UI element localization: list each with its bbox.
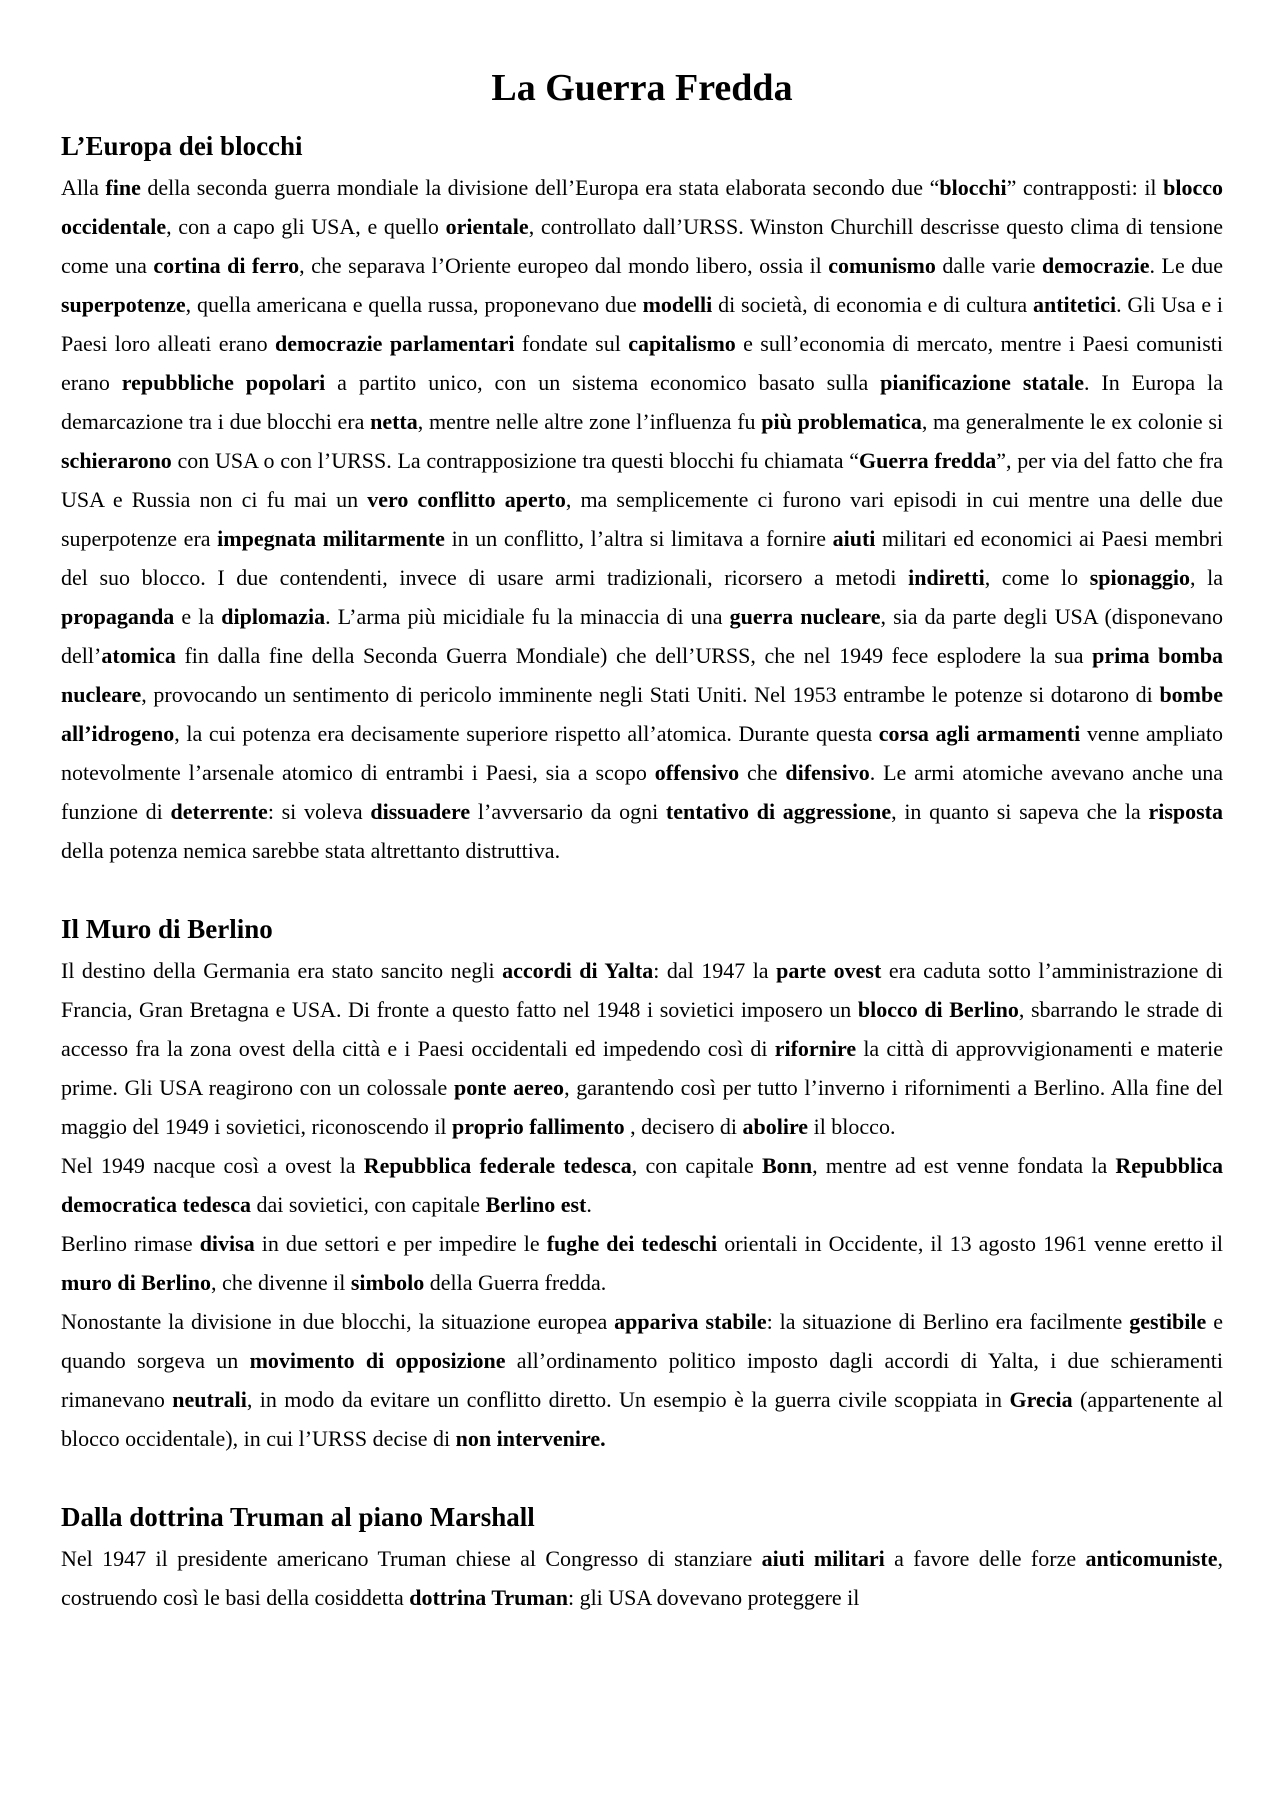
bold-term: fine [105, 175, 141, 200]
bold-term: cortina di ferro [153, 253, 300, 278]
text-run: dalle varie [935, 253, 1043, 278]
bold-term: blocco occidentale [61, 175, 1223, 239]
text-run: , decisero di [624, 1114, 743, 1139]
text-run: , ma semplicemente ci furono vari episodi in cui mentre una delle due superpotenze era [61, 487, 1223, 551]
bold-term: anticomuniste [1085, 1546, 1218, 1571]
bold-term: proprio fallimento [452, 1114, 625, 1139]
text-run: e quando sorgeva un [61, 1309, 1223, 1373]
bold-term: ponte aereo [453, 1075, 565, 1100]
text-run: a favore delle forze [884, 1546, 1086, 1571]
text-run: in due settori e per impedire le [254, 1231, 547, 1256]
text-run: la città di approvvigionamenti e materie prime. Gli USA reagirono con un colossale [61, 1036, 1223, 1100]
bold-term: Berlino est [485, 1192, 587, 1217]
section-heading: Il Muro di Berlino [61, 914, 273, 944]
bold-term: neutrali [172, 1387, 247, 1412]
text-run: , con capitale [631, 1153, 762, 1178]
bold-term: non intervenire. [455, 1426, 606, 1451]
text-run: orientali in Occidente, il 13 agosto 1961 venne eretto il [717, 1231, 1223, 1256]
text-run: ” contrapposti: il [1006, 175, 1164, 200]
text-run: ”, per via del fatto che fra USA e Russia non ci fu mai un [61, 448, 1223, 512]
bold-term: abolire [742, 1114, 809, 1139]
section-heading: L’Europa dei blocchi [61, 131, 303, 161]
text-run: era caduta sotto l’amministrazione di Francia, Gran Bretagna e USA. Di fronte a questo fatto nel 1948 i sovietici imposero un [61, 958, 1224, 1022]
text-run: fondate sul [514, 331, 629, 356]
bold-term: gestibile [1129, 1309, 1207, 1334]
bold-term: Repubblica democratica tedesca [61, 1153, 1223, 1217]
text-run: della potenza nemica sarebbe stata altrettanto distruttiva. [61, 838, 561, 863]
bold-term: superpotenze [61, 292, 186, 317]
text-run: e sull’economia di mercato, mentre i Paesi comunisti erano [61, 331, 1223, 395]
bold-term: movimento di opposizione [249, 1348, 506, 1373]
bold-term: vero conflitto aperto [367, 487, 566, 512]
text-run: . Le due [1149, 253, 1223, 278]
bold-term: repubbliche popolari [121, 370, 326, 395]
text-run: che [739, 760, 786, 785]
text-run: e la [174, 604, 222, 629]
bold-term: appariva stabile [614, 1309, 767, 1334]
bold-term: Grecia [1009, 1387, 1073, 1412]
bold-term: divisa [199, 1231, 255, 1256]
bold-term: indiretti [908, 565, 985, 590]
bold-term: aiuti [832, 526, 876, 551]
paragraph [61, 1146, 1223, 1224]
text-run: , la cui potenza era decisamente superiore rispetto all’atomica. Durante questa [174, 721, 879, 746]
text-run: con USA o con l’URSS. La contrapposizione tra questi blocchi fu chiamata “ [171, 448, 859, 473]
bold-term: comunismo [828, 253, 936, 278]
text-run: : la situazione di Berlino era facilmente [766, 1309, 1130, 1334]
text-run: , la [1190, 565, 1223, 590]
text-run: Nel 1949 nacque così a ovest la [61, 1153, 364, 1178]
text-run: il blocco. [808, 1114, 896, 1139]
text-run: . In Europa la demarcazione tra i due blocchi era [61, 370, 1223, 434]
document-title: La Guerra Fredda [491, 67, 793, 109]
bold-term: fughe dei tedeschi [546, 1231, 718, 1256]
text-run: della Guerra fredda. [424, 1270, 607, 1295]
bold-term: spionaggio [1089, 565, 1191, 590]
bold-term: più problematica [761, 409, 922, 434]
text-run: Alla [61, 175, 106, 200]
bold-term: offensivo [654, 760, 740, 785]
text-run: , sbarrando le strade di accesso fra la zona ovest della città e i Paesi occidentali ed impedendo così di [61, 997, 1223, 1061]
text-run: (appartenente al blocco occidentale), in cui l’URSS decise di [61, 1387, 1223, 1451]
text-run: , che divenne il [210, 1270, 351, 1295]
section [61, 126, 1223, 870]
text-run: , mentre nelle altre zone l’influenza fu [417, 409, 762, 434]
text-run: venne ampliato notevolmente l’arsenale atomico di entrambi i Paesi, sia a scopo [61, 721, 1224, 785]
paragraph [61, 1302, 1223, 1458]
text-run: Berlino rimase [61, 1231, 200, 1256]
bold-term: diplomazia [221, 604, 326, 629]
paragraph [61, 1224, 1223, 1302]
bold-term: deterrente [170, 799, 268, 824]
text-run: a partito unico, con un sistema economico basato sulla [325, 370, 881, 395]
bold-term: Guerra fredda [858, 448, 997, 473]
bold-term: schierarono [61, 448, 172, 473]
bold-term: accordi di Yalta [502, 958, 654, 983]
text-run: Nonostante la divisione in due blocchi, la situazione europea [61, 1309, 615, 1334]
text-run: . L’arma più micidiale fu la minaccia di una [325, 604, 730, 629]
text-run: di società, di economia e di cultura [712, 292, 1033, 317]
bold-term: democrazie parlamentari [274, 331, 515, 356]
bold-term: difensivo [785, 760, 870, 785]
bold-term: tentativo di aggressione [665, 799, 892, 824]
paragraph [61, 1539, 1223, 1617]
bold-term: guerra nucleare [729, 604, 881, 629]
bold-term: rifornire [774, 1036, 857, 1061]
bold-term: modelli [642, 292, 713, 317]
bold-term: democrazie [1042, 253, 1150, 278]
paragraph [61, 951, 1223, 1146]
bold-term: aiuti militari [761, 1546, 885, 1571]
section [61, 1497, 1223, 1617]
text-run: . Le armi atomiche avevano anche una funzione di [61, 760, 1223, 824]
text-run: , in modo da evitare un conflitto diretto. Un esempio è la guerra civile scoppiata in [246, 1387, 1010, 1412]
text-run: , sia da parte degli USA (disponevano dell’ [61, 604, 1224, 668]
bold-term: pianificazione statale [880, 370, 1084, 395]
text-run: , che separava l’Oriente europeo dal mondo libero, ossia il [299, 253, 829, 278]
bold-term: orientale [445, 214, 529, 239]
bold-term: propaganda [61, 604, 175, 629]
text-run: della seconda guerra mondiale la divisione dell’Europa era stata elaborata secondo due “ [140, 175, 940, 200]
text-run: l’avversario da ogni [470, 799, 666, 824]
text-run: Nel 1947 il presidente americano Truman chiese al Congresso di stanziare [61, 1546, 762, 1571]
text-run: fin dalla fine della Seconda Guerra Mondiale) che dell’URSS, che nel 1949 fece esplodere la sua [175, 643, 1093, 668]
bold-term: muro di Berlino [61, 1270, 211, 1295]
bold-term: impegnata militarmente [217, 526, 445, 551]
text-run: Il destino della Germania era stato sancito negli [61, 958, 503, 983]
bold-term: dottrina Truman [409, 1585, 568, 1610]
section [61, 909, 1223, 1458]
text-run: , mentre ad est venne fondata la [812, 1153, 1116, 1178]
text-run: : gli USA dovevano proteggere il [567, 1585, 860, 1610]
bold-term: bombe all’idrogeno [61, 682, 1223, 746]
text-run: , ma generalmente le ex colonie si [921, 409, 1224, 434]
text-run: dai sovietici, con capitale [250, 1192, 486, 1217]
bold-term: risposta [1148, 799, 1223, 824]
section-heading: Dalla dottrina Truman al piano Marshall [61, 1502, 535, 1532]
bold-term: antitetici [1033, 292, 1117, 317]
text-run: , costruendo così le basi della cosiddetta [61, 1546, 1223, 1610]
text-run: , come lo [984, 565, 1090, 590]
text-run: , con a capo gli USA, e quello [166, 214, 446, 239]
bold-term: simbolo [350, 1270, 425, 1295]
text-run: . Gli Usa e i Paesi loro alleati erano [61, 292, 1224, 356]
text-run: , in quanto si sapeva che la [891, 799, 1149, 824]
text-run: : dal 1947 la [653, 958, 777, 983]
paragraph [61, 168, 1223, 870]
bold-term: corsa agli armamenti [878, 721, 1081, 746]
text-run: militari ed economici ai Paesi membri del suo blocco. I due contendenti, invece di usare armi tradizionali, ricorsero a metodi [61, 526, 1224, 590]
text-run: : si voleva [267, 799, 371, 824]
text-run: , provocando un sentimento di pericolo imminente negli Stati Uniti. Nel 1953 entrambe le potenze si dotarono di [141, 682, 1160, 707]
bold-term: prima bomba nucleare [61, 643, 1223, 707]
bold-term: atomica [101, 643, 176, 668]
bold-term: blocchi [939, 175, 1007, 200]
text-run: in un conflitto, l’altra si limitava a fornire [444, 526, 833, 551]
bold-term: capitalismo [628, 331, 736, 356]
bold-term: Repubblica federale tedesca [363, 1153, 632, 1178]
document-body [61, 126, 1223, 1617]
bold-term: blocco di Berlino [857, 997, 1019, 1022]
bold-term: netta [370, 409, 418, 434]
bold-term: Bonn [761, 1153, 813, 1178]
text-run: . [586, 1192, 592, 1217]
text-run: , garantendo così per tutto l’inverno i rifornimenti a Berlino. Alla fine del maggio del 1949 i sovietici, riconoscendo il [61, 1075, 1223, 1139]
bold-term: dissuadere [370, 799, 471, 824]
text-run: , quella americana e quella russa, proponevano due [185, 292, 643, 317]
text-run: , controllato dall’URSS. Winston Churchill descrisse questo clima di tensione come una [61, 214, 1223, 278]
bold-term: parte ovest [776, 958, 882, 983]
text-run: all’ordinamento politico imposto dagli accordi di Yalta, i due schieramenti rimanevano [61, 1348, 1223, 1412]
